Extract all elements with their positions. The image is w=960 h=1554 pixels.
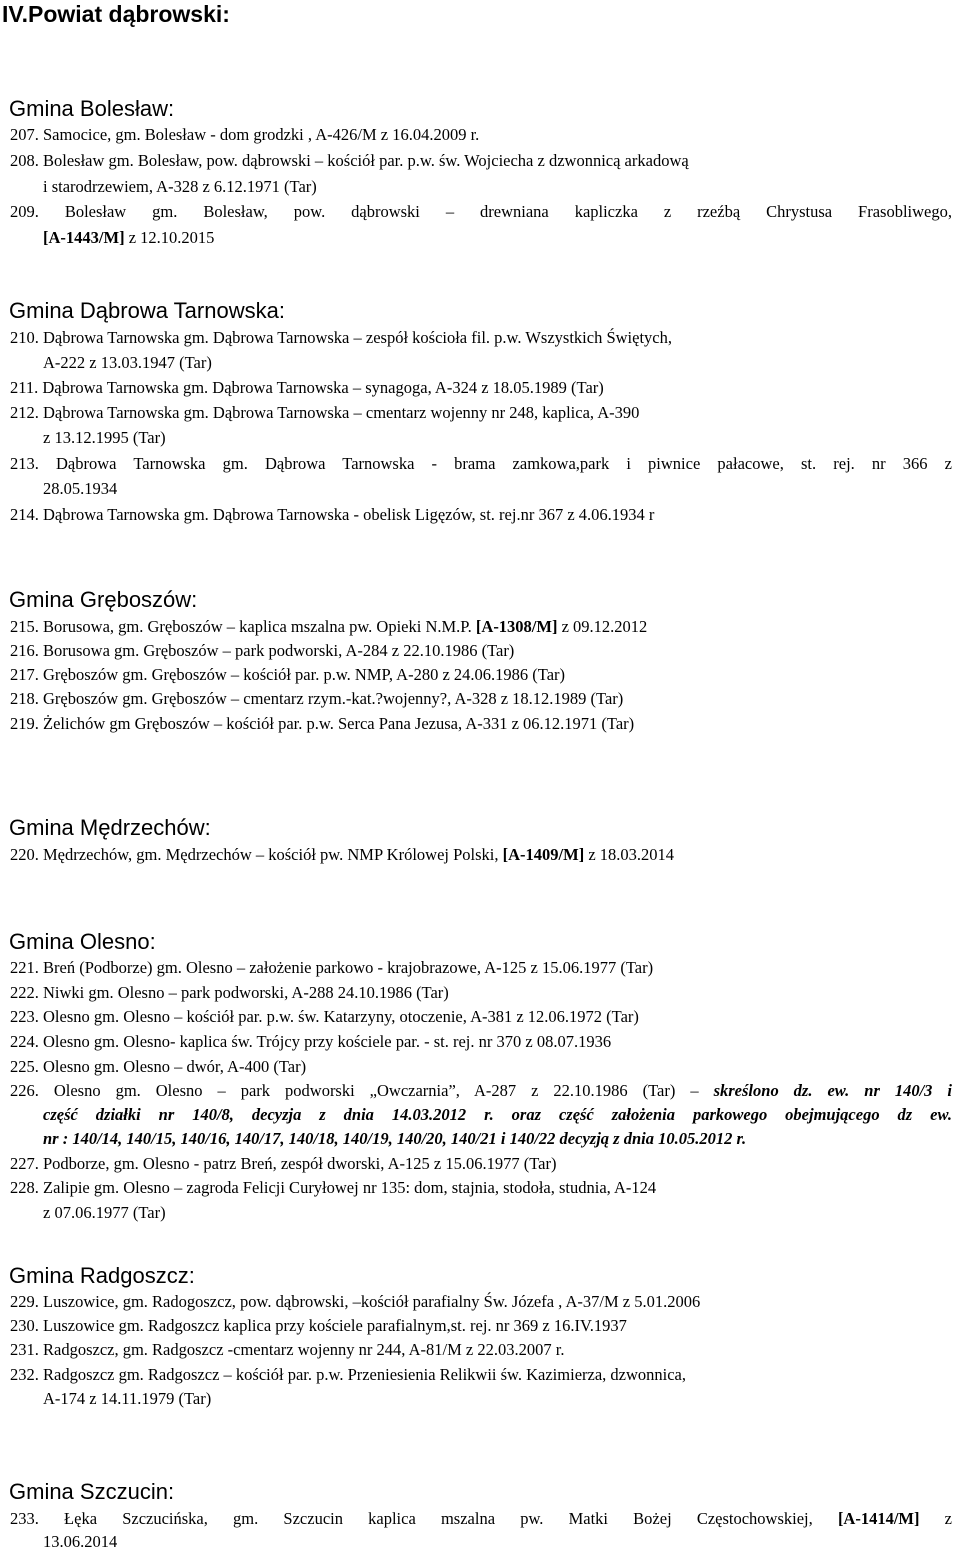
entry-213: 213. Dąbrowa Tarnowska gm. Dąbrowa Tarnowska - brama zamkowa,park i piwnice pałacowe, st. rej. nr 366 z bbox=[10, 454, 952, 473]
entry-222: 222. Niwki gm. Olesno – park podworski, A-288 24.10.1986 (Tar) bbox=[10, 983, 449, 1002]
entry-210: 210. Dąbrowa Tarnowska gm. Dąbrowa Tarnowska – zespół kościoła fil. p.w. Wszystkich Świętych, bbox=[10, 328, 672, 347]
entry-219: 219. Żelichów gm Gręboszów – kościół par. p.w. Serca Pana Jezusa, A-331 z 06.12.1971 (Tar) bbox=[10, 714, 635, 733]
entry-226: 226. Olesno gm. Olesno – park podworski „Owczarnia”, A-287 z 22.10.1986 (Tar) – skreślono dz. ew. nr 140/3 i bbox=[10, 1081, 952, 1100]
entry-209-cont: [A-1443/M] z 12.10.2015 bbox=[43, 228, 215, 247]
entry-227: 227. Podborze, gm. Olesno - patrz Breń, zespół dworski, A-125 z 15.06.1977 (Tar) bbox=[10, 1154, 557, 1173]
entry-226-cont: część działki nr 140/8, decyzja z dnia 14.03.2012 r. oraz część założenia parkowego obejmującego dz ew. bbox=[43, 1105, 952, 1124]
entry-228-cont: z 07.06.1977 (Tar) bbox=[43, 1203, 166, 1222]
entry-216: 216. Borusowa gm. Gręboszów – park podworski, A-284 z 22.10.1986 (Tar) bbox=[10, 641, 515, 660]
entry-233: 233. Łęka Szczucińska, gm. Szczucin kaplica mszalna pw. Matki Bożej Częstochowskiej, [A-1414/M] z bbox=[10, 1509, 952, 1528]
register-number: [A-1308/M] bbox=[475, 617, 558, 636]
register-number: [A-1443/M] bbox=[43, 228, 125, 247]
entry-213-cont: 28.05.1934 bbox=[43, 479, 118, 498]
section-heading-olesno: Gmina Olesno: bbox=[9, 929, 156, 954]
entry-228: 228. Zalipie gm. Olesno – zagroda Felicji Curyłowej nr 135: dom, stajnia, stodoła, studnia, A-124 bbox=[10, 1178, 657, 1197]
entry-208-cont: i starodrzewiem, A-328 z 6.12.1971 (Tar) bbox=[43, 177, 317, 196]
entry-207: 207. Samocice, gm. Bolesław - dom grodzki , A-426/M z 16.04.2009 r. bbox=[10, 125, 480, 144]
entry-223: 223. Olesno gm. Olesno – kościół par. p.w. św. Katarzyny, otoczenie, A-381 z 12.06.1972 (Tar) bbox=[10, 1007, 639, 1026]
entry-208: 208. Bolesław gm. Bolesław, pow. dąbrowski – kościół par. p.w. św. Wojciecha z dzwonnicą arkadową bbox=[10, 151, 689, 170]
section-heading-radgoszcz: Gmina Radgoszcz: bbox=[9, 1263, 195, 1288]
entry-232-cont: A-174 z 14.11.1979 (Tar) bbox=[43, 1389, 212, 1408]
section-heading-medrzechow: Gmina Mędrzechów: bbox=[9, 815, 211, 840]
entry-212-cont: z 13.12.1995 (Tar) bbox=[43, 428, 166, 447]
entry-214: 214. Dąbrowa Tarnowska gm. Dąbrowa Tarnowska - obelisk Ligęzów, st. rej.nr 367 z 4.06.1934 r bbox=[10, 505, 655, 524]
section-heading-szczucin: Gmina Szczucin: bbox=[9, 1479, 175, 1504]
entry-230: 230. Luszowice gm. Radgoszcz kaplica przy kościele parafialnym,st. rej. nr 369 z 16.IV.1937 bbox=[10, 1316, 627, 1335]
entry-226-cont2: nr : 140/14, 140/15, 140/16, 140/17, 140/18, 140/19, 140/20, 140/21 i 140/22 decyzją z dnia 10.05.2012 r. bbox=[43, 1129, 747, 1148]
entry-220: 220. Mędrzechów, gm. Mędrzechów – kościół pw. NMP Królowej Polski, [A-1409/M] z 18.03.2014 bbox=[10, 845, 675, 864]
page-title: IV.Powiat dąbrowski: bbox=[2, 1, 230, 27]
entry-231: 231. Radgoszcz, gm. Radgoszcz -cmentarz wojenny nr 244, A-81/M z 22.03.2007 r. bbox=[10, 1340, 565, 1359]
section-heading-dabrowa-tarnowska: Gmina Dąbrowa Tarnowska: bbox=[9, 298, 285, 323]
register-number: [A-1409/M] bbox=[502, 845, 585, 864]
entry-233-cont: 13.06.2014 bbox=[43, 1532, 118, 1551]
entry-209: 209. Bolesław gm. Bolesław, pow. dąbrowski – drewniana kapliczka z rzeźbą Chrystusa Frasobliwego, bbox=[10, 202, 952, 221]
register-number: [A-1414/M] bbox=[837, 1509, 920, 1528]
entry-224: 224. Olesno gm. Olesno- kaplica św. Trójcy przy kościele par. - st. rej. nr 370 z 08.07.1936 bbox=[10, 1032, 612, 1051]
entry-218: 218. Gręboszów gm. Gręboszów – cmentarz rzym.-kat.?wojenny?, A-328 z 18.12.1989 (Tar) bbox=[10, 689, 624, 708]
entry-215: 215. Borusowa, gm. Gręboszów – kaplica mszalna pw. Opieki N.M.P. [A-1308/M] z 09.12.2012 bbox=[10, 617, 648, 636]
entry-225: 225. Olesno gm. Olesno – dwór, A-400 (Tar) bbox=[10, 1057, 307, 1076]
entry-232: 232. Radgoszcz gm. Radgoszcz – kościół par. p.w. Przeniesienia Relikwii św. Kazimierza, dzwonnica, bbox=[10, 1365, 687, 1384]
entry-229: 229. Luszowice, gm. Radogoszcz, pow. dąbrowski, –kościół parafialny Św. Józefa , A-37/M z 5.01.2006 bbox=[10, 1292, 701, 1311]
section-heading-greboszow: Gmina Gręboszów: bbox=[9, 587, 198, 612]
entry-210-cont: A-222 z 13.03.1947 (Tar) bbox=[43, 353, 212, 372]
entry-212: 212. Dąbrowa Tarnowska gm. Dąbrowa Tarnowska – cmentarz wojenny nr 248, kaplica, A-390 bbox=[10, 403, 640, 422]
entry-221: 221. Breń (Podborze) gm. Olesno – założenie parkowo - krajobrazowe, A-125 z 15.06.1977 (Tar) bbox=[10, 958, 654, 977]
section-heading-boleslaw: Gmina Bolesław: bbox=[9, 96, 175, 121]
entry-217: 217. Gręboszów gm. Gręboszów – kościół par. p.w. NMP, A-280 z 24.06.1986 (Tar) bbox=[10, 665, 566, 684]
entry-211: 211. Dąbrowa Tarnowska gm. Dąbrowa Tarnowska – synagoga, A-324 z 18.05.1989 (Tar) bbox=[10, 378, 604, 397]
